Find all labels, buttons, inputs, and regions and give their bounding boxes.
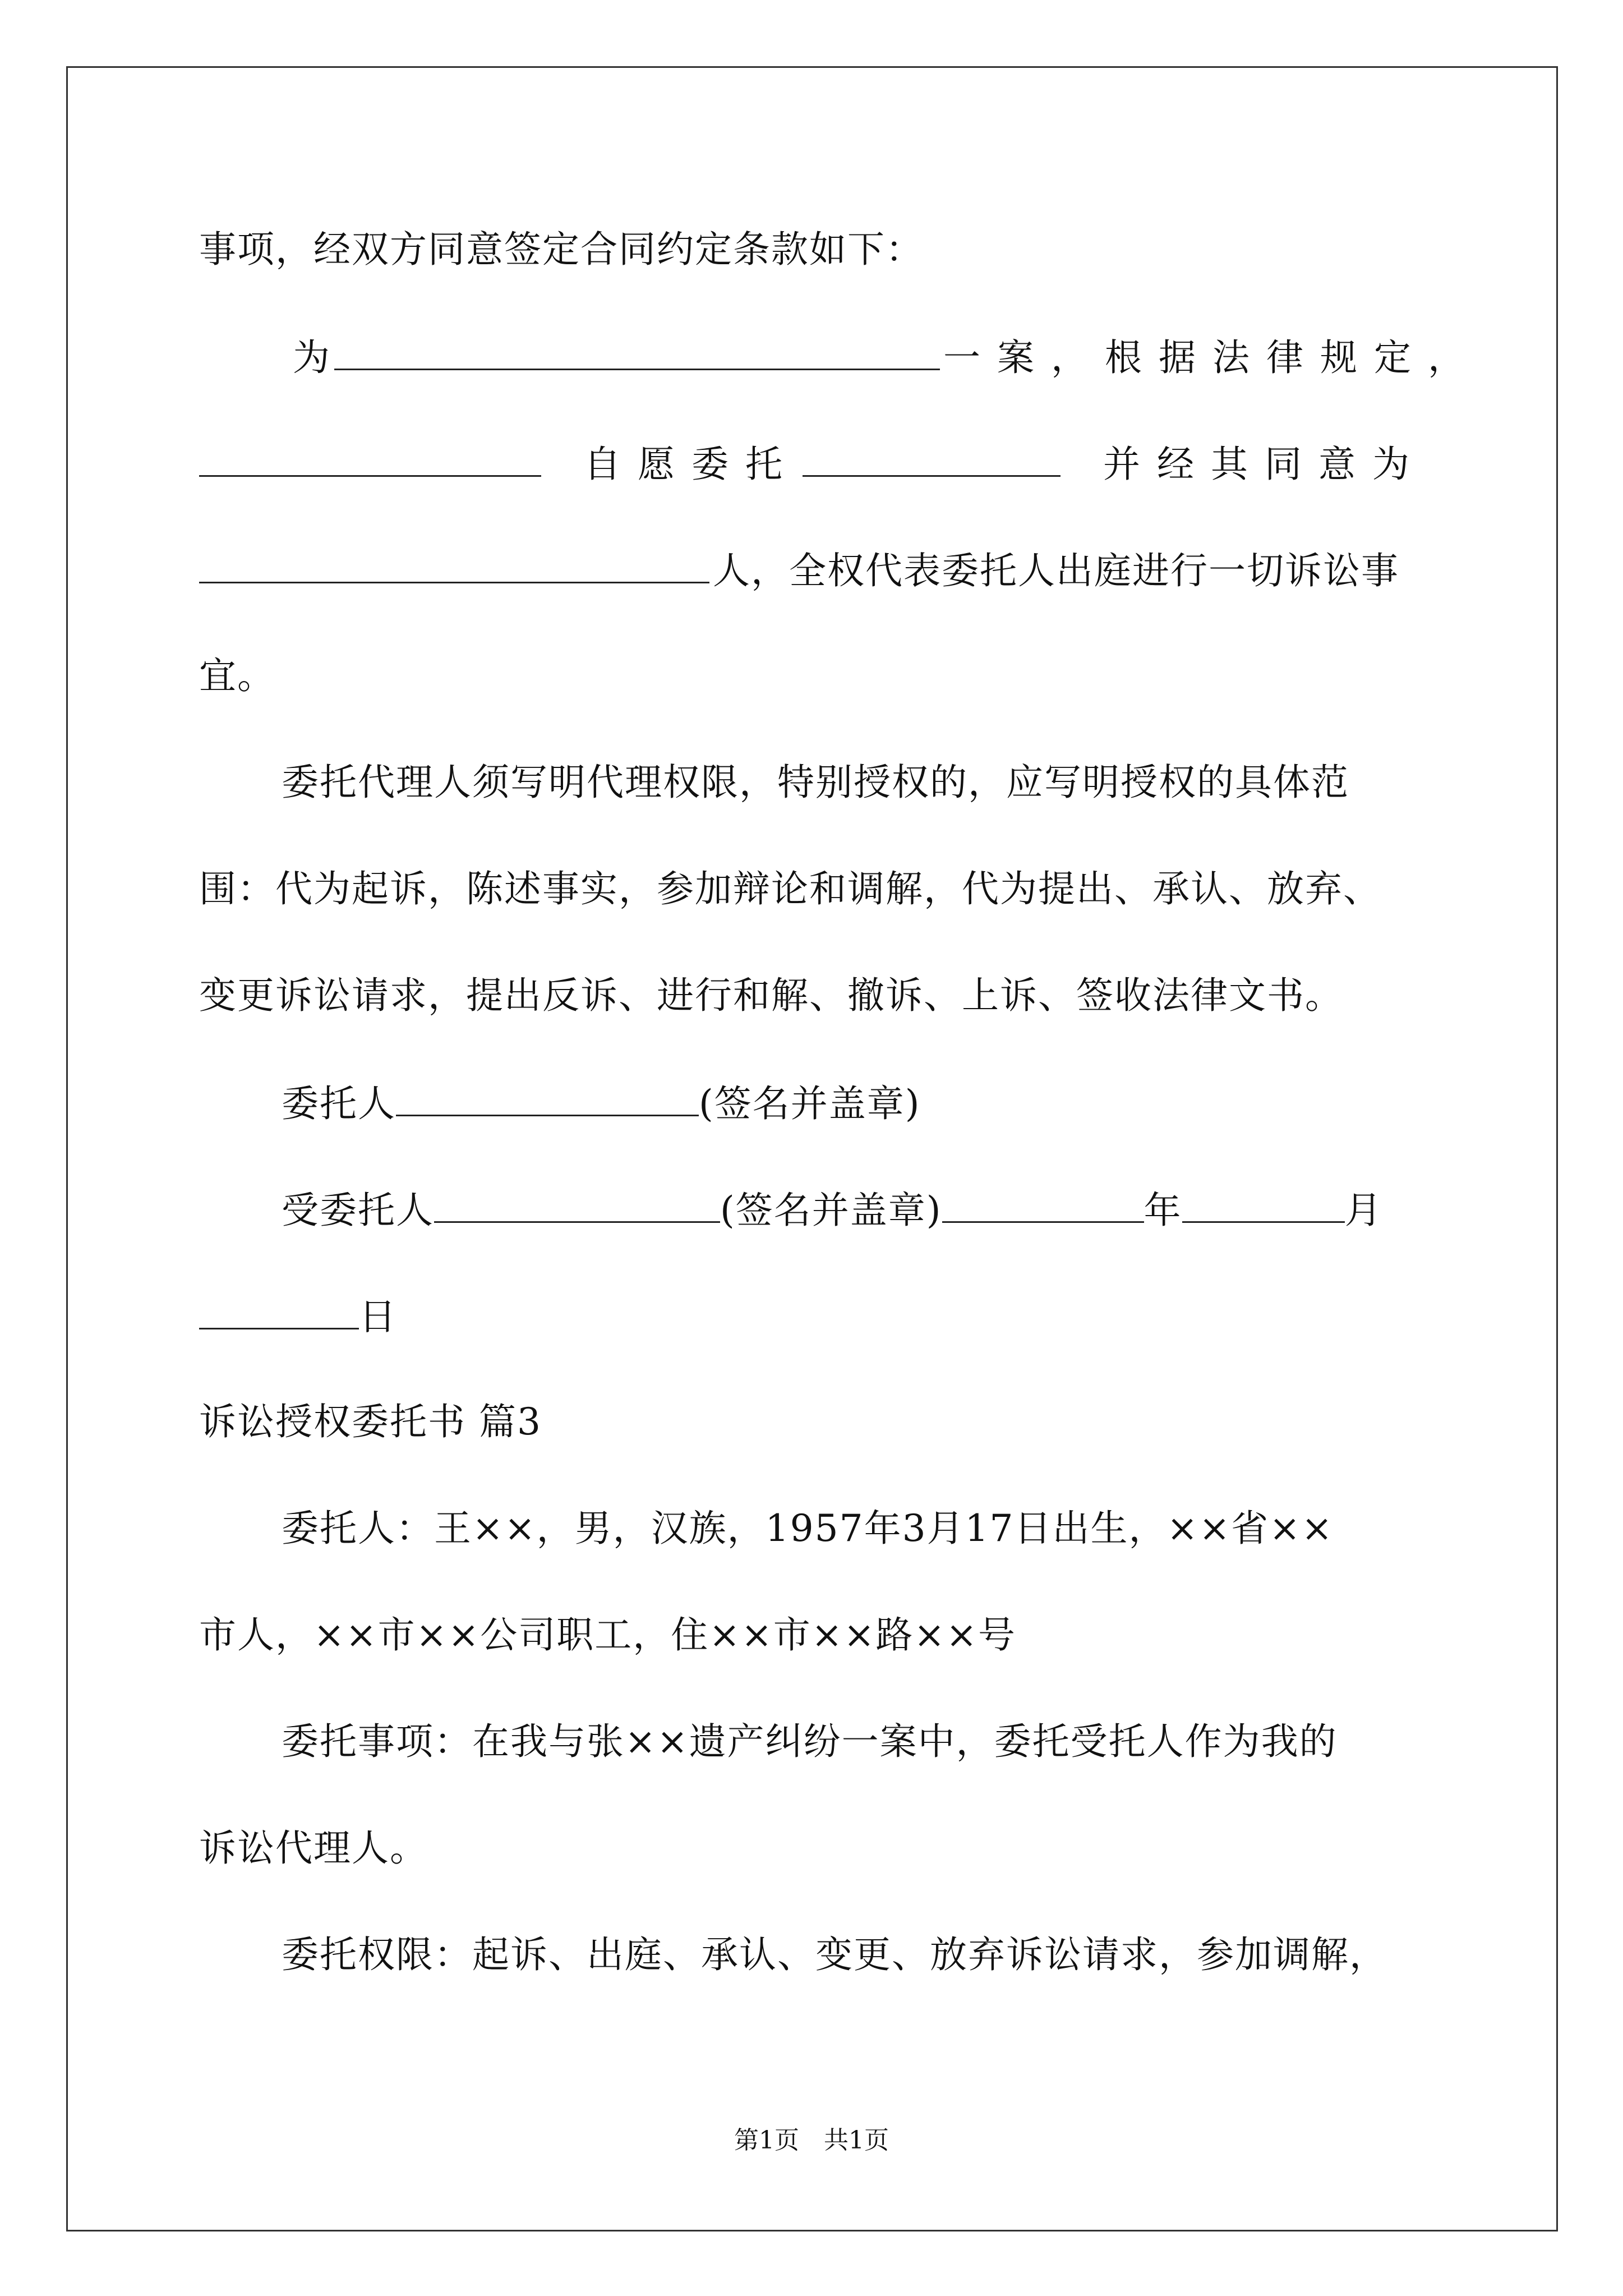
text-line xyxy=(282,1186,1383,1233)
text-line xyxy=(199,547,1399,593)
text-line: 委托代理人须写明代理权限，特别授权的，应写明授权的具体范 xyxy=(282,761,1349,804)
text-line: 市人，××市××公司职工，住××市××路××号 xyxy=(199,1613,1017,1657)
text-line: 诉讼代理人。 xyxy=(199,1826,428,1870)
blank-line xyxy=(942,1186,1144,1223)
text-fragment: 并经其同意为 xyxy=(1103,443,1426,486)
text-fragment: 自愿委托 xyxy=(584,443,799,486)
text-fragment: 为 xyxy=(293,336,331,379)
text-line: 变更诉讼请求，提出反诉、进行和解、撤诉、上诉、签收法律文书。 xyxy=(199,974,1343,1017)
text-fragment: 日 xyxy=(359,1295,397,1338)
blank-line xyxy=(334,334,940,370)
text-fragment: 月 xyxy=(1344,1189,1383,1232)
text-fragment: (签名并盖章) xyxy=(720,1189,942,1232)
text-fragment: 一案，根据法律规定， xyxy=(943,336,1482,379)
text-fragment: (签名并盖章) xyxy=(699,1082,921,1125)
blank-line xyxy=(199,440,541,477)
text-line: 宜。 xyxy=(199,654,275,697)
text-line: 委托事项：在我与张××遗产纠纷一案中，委托受托人作为我的 xyxy=(282,1720,1338,1763)
blank-line xyxy=(1182,1186,1345,1223)
text-line: 围：代为起诉，陈述事实，参加辩论和调解，代为提出、承认、放弃、 xyxy=(199,867,1381,910)
text-line xyxy=(199,440,1426,487)
text-fragment: 年 xyxy=(1144,1189,1182,1232)
text-line: 委托人：王××，男，汉族，1957年3月17日出生，××省×× xyxy=(282,1507,1334,1550)
text-fragment: 受委托人 xyxy=(282,1189,434,1232)
text-line xyxy=(293,334,1482,380)
blank-line xyxy=(434,1186,720,1223)
section-heading: 诉讼授权委托书 篇3 xyxy=(199,1400,542,1443)
blank-line xyxy=(803,440,1061,477)
text-line xyxy=(199,1293,397,1340)
page-border xyxy=(66,66,1558,2231)
text-line: 委托权限：起诉、出庭、承认、变更、放弃诉讼请求，参加调解， xyxy=(282,1933,1387,1976)
text-line xyxy=(282,1080,921,1126)
text-fragment: 人，全权代表委托人出庭进行一切诉讼事 xyxy=(713,549,1399,592)
blank-line xyxy=(199,547,709,583)
text-fragment: 委托人 xyxy=(282,1082,396,1125)
blank-line xyxy=(199,1293,359,1329)
page-footer: 第1页 共1页 xyxy=(734,2126,889,2155)
blank-line xyxy=(396,1080,699,1116)
text-line: 事项，经双方同意签定合同约定条款如下： xyxy=(199,228,924,271)
